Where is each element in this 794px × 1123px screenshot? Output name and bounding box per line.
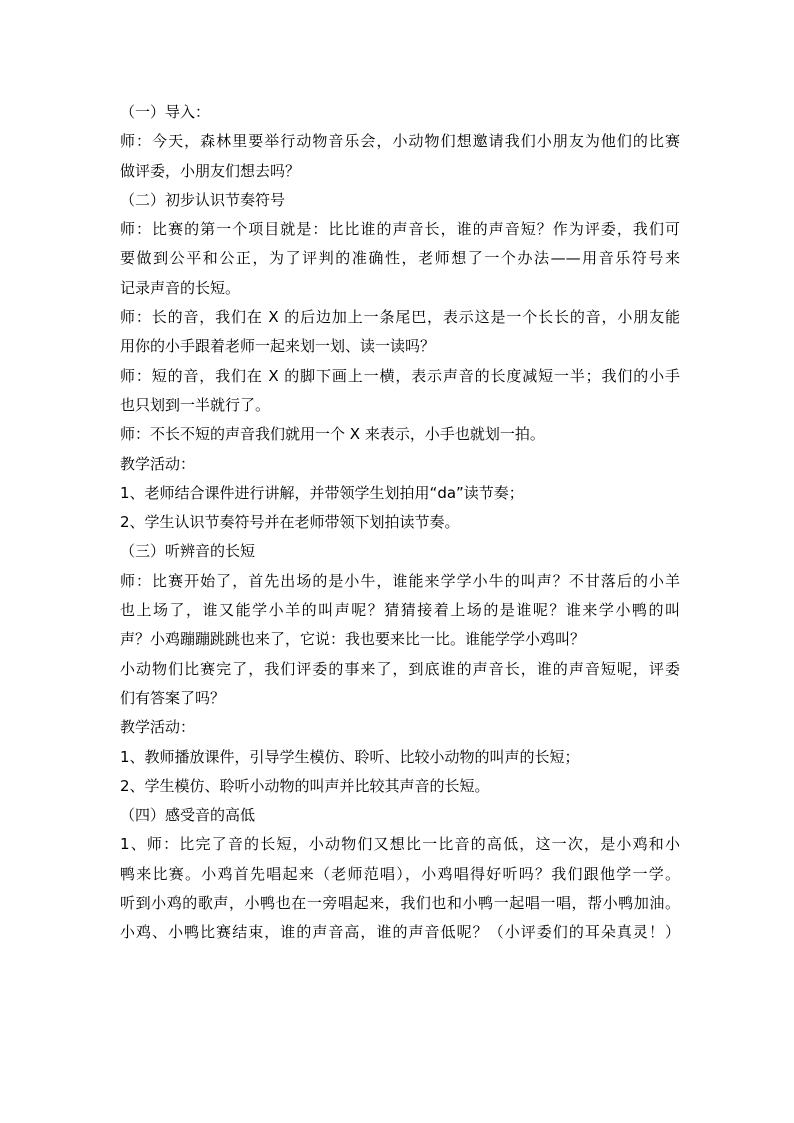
text-line: 也只划到一半就行了。	[120, 395, 271, 414]
text-line: 2、学生模仿、聆听小动物的叫声并比较其声音的长短。	[120, 776, 490, 795]
text-line: 听到小鸡的歌声，小鸭也在一旁唱起来，我们也和小鸭一起唱一唱，帮小鸭加油。	[120, 894, 680, 913]
text-line: 师：今天，森林里要举行动物音乐会，小动物们想邀请我们小朋友为他们的比赛	[120, 132, 680, 151]
document-body	[120, 98, 680, 948]
text-line: 师：长的音，我们在 X 的后边加上一条尾巴，表示这是一个长长的音，小朋友能	[120, 308, 680, 327]
text-line: 师：比赛开始了，首先出场的是小牛，谁能来学学小牛的叫声？不甘落后的小羊	[120, 571, 680, 590]
text-line: 师：比赛的第一个项目就是：比比谁的声音长，谁的声音短？作为评委，我们可	[120, 220, 680, 239]
text-line: 1、老师结合课件进行讲解，并带领学生划拍用“da”读节奏；	[120, 483, 524, 502]
text-line: 要做到公平和公正，为了评判的准确性，老师想了一个办法——用音乐符号来	[120, 249, 680, 268]
text-line: 1、教师播放课件，引导学生模仿、聆听、比较小动物的叫声的长短；	[120, 747, 580, 766]
text-line: 用你的小手跟着老师一起来划一划、读一读吗？	[120, 337, 436, 356]
text-line: （四）感受音的高低	[120, 806, 256, 825]
text-line: 师：短的音，我们在 X 的脚下画上一横，表示声音的长度减短一半；我们的小手	[120, 366, 680, 385]
text-line: 小鸡、小鸭比赛结束，谁的声音高，谁的声音低呢？（小评委们的耳朵真灵！）	[120, 923, 680, 942]
text-line: 1、师：比完了音的长短，小动物们又想比一比音的高低，这一次，是小鸡和小	[120, 835, 680, 854]
text-line: 记录声音的长短。	[120, 278, 241, 297]
text-line: 也上场了，谁又能学小羊的叫声呢？猜猜接着上场的是谁呢？谁来学小鸭的叫	[120, 601, 680, 620]
text-line: 小动物们比赛完了，我们评委的事来了，到底谁的声音长，谁的声音短呢，评委	[120, 659, 680, 678]
text-line: 鸭来比赛。小鸡首先唱起来（老师范唱），小鸡唱得好听吗？我们跟他学一学。	[120, 864, 680, 883]
text-line: 师：不长不短的声音我们就用一个 X 来表示，小手也就划一拍。	[120, 425, 545, 444]
text-line: （二）初步认识节奏符号	[120, 190, 286, 209]
text-line: 教学活动：	[120, 454, 196, 473]
text-line: 做评委，小朋友们想去吗？	[120, 161, 301, 180]
text-line: （三）听辨音的长短	[120, 542, 256, 561]
text-line: 们有答案了吗？	[120, 688, 226, 707]
text-line: （一）导入：	[120, 103, 211, 121]
text-line: 教学活动：	[120, 718, 196, 737]
text-line: 声？小鸡蹦蹦跳跳也来了，它说：我也要来比一比。谁能学学小鸡叫？	[120, 630, 586, 649]
text-line: 2、学生认识节奏符号并在老师带领下划拍读节奏。	[120, 513, 460, 532]
